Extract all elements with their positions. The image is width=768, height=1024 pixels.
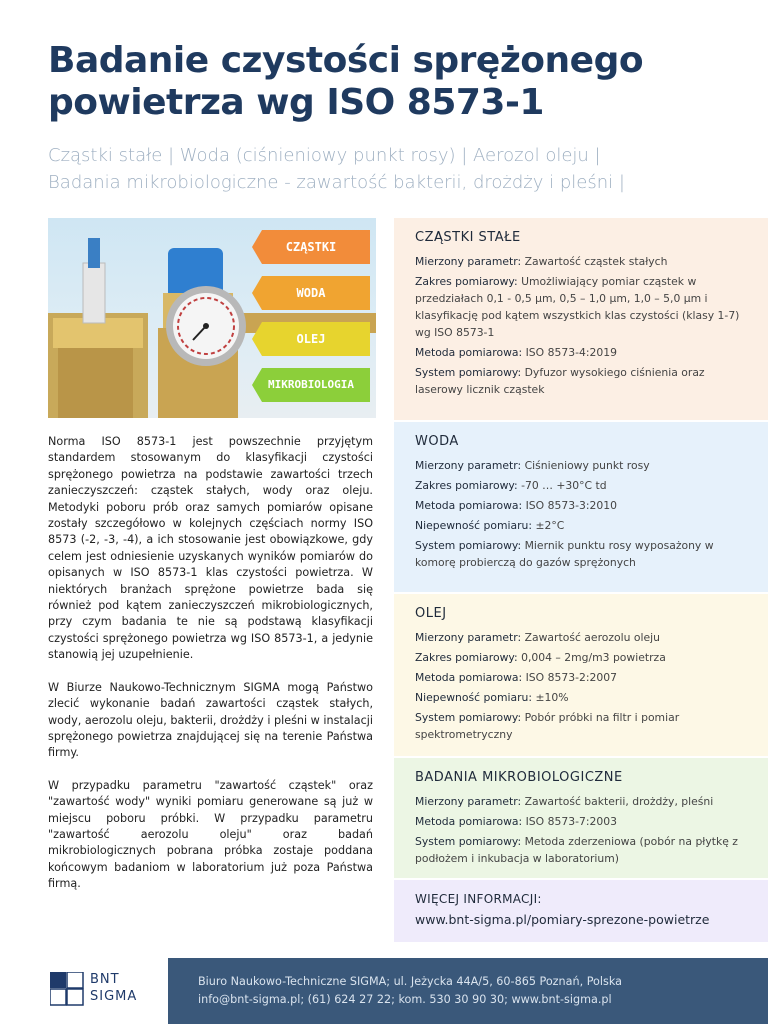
page-subtitle	[48, 142, 748, 196]
footer-address: Biuro Naukowo-Techniczne SIGMA; ul. Jeżycka 44A/5, 60-865 Poznań, Polska	[198, 975, 622, 988]
panel-more-info	[394, 880, 768, 942]
panel-oil	[394, 594, 768, 756]
subtitle-line-2: Badania mikrobiologiczne - zawartość bakterii, drożdży i pleśni |	[48, 172, 625, 193]
logo-squares-icon	[50, 972, 84, 1006]
panel-water	[394, 422, 768, 592]
panel-heading: WODA	[415, 434, 459, 449]
more-info-link[interactable]: www.bnt-sigma.pl/pomiary-sprezone-powietrze	[415, 912, 710, 927]
panel-row: Mierzony parametr: Ciśnieniowy punkt rosy	[415, 459, 650, 472]
panel-microbiology	[394, 758, 768, 878]
panel-row: System pomiarowy: Miernik punktu rosy wyposażony w komorę probierczą do gazów sprężonych	[415, 539, 714, 569]
photo-tag-water: WODA	[252, 276, 370, 310]
intro-paragraph-3: W przypadku parametru "zawartość cząstek" oraz "zawartość wody" wyniki pomiaru generowane są już w miejscu poboru próbki. W przypadku parametru "zawartość aerozolu oleju" oraz badań mikrobiologicznych pobrana próbka zostaje poddana końcowym badaniom w laboratorium już poza Państwa firmą.	[48, 778, 373, 891]
panel-row: System pomiarowy: Metoda zderzeniowa (pobór na płytkę z podłożem i inkubacja w laboratorium)	[415, 835, 738, 865]
panel-row: Zakres pomiarowy: Umożliwiający pomiar cząstek w przedziałach 0,1 - 0,5 µm, 0,5 – 1,0 µm, 1,0 – 5,0 µm i klasyfikację pod kątem wszystkich klas czystości (klasy 1-7) wg ISO 8573-1	[415, 275, 740, 339]
panel-row: Metoda pomiarowa: ISO 8573-4:2019	[415, 346, 617, 359]
panel-row: Niepewność pomiaru: ±2°C	[415, 519, 565, 532]
panel-heading: BADANIA MIKROBIOLOGICZNE	[415, 770, 623, 785]
panel-row: System pomiarowy: Pobór próbki na filtr i pomiar spektrometryczny	[415, 711, 680, 741]
photo-tag-particles: CZĄSTKI	[252, 230, 370, 264]
panel-row: Zakres pomiarowy: -70 … +30°C td	[415, 479, 607, 492]
photo-tag-microbiology: MIKROBIOLOGIA	[252, 368, 370, 402]
panel-heading: CZĄSTKI STAŁE	[415, 230, 521, 245]
panel-row: Mierzony parametr: Zawartość aerozolu oleju	[415, 631, 661, 644]
subtitle-line-1: Cząstki stałe | Woda (ciśnieniowy punkt rosy) | Aerozol oleju |	[48, 145, 601, 166]
footer-contact	[168, 958, 768, 1024]
product-photo	[48, 218, 376, 418]
panel-row: Metoda pomiarowa: ISO 8573-3:2010	[415, 499, 617, 512]
panel-row: Zakres pomiarowy: 0,004 – 2mg/m3 powietrza	[415, 651, 666, 664]
footer-contact-line: info@bnt-sigma.pl; (61) 624 27 22; kom. 530 30 90 30; www.bnt-sigma.pl	[198, 993, 612, 1006]
panel-row: Mierzony parametr: Zawartość cząstek stałych	[415, 255, 668, 268]
intro-paragraph-1: Norma ISO 8573-1 jest powszechnie przyjętym standardem stosowanym do klasyfikacji czystości sprężonego powietrza na podstawie zawartości trzech zanieczyszczeń: cząstek stałych, wody oraz oleju. Metodyki poboru prób oraz samych pomiarów opisane zostały szczegółowo w kolejnych częściach normy ISO 8573 (-2, -3, -4), a ich stosowanie jest obowiązkowe, gdy celem jest odniesienie uzyskanych wyników pomiarów do opisanych w ISO 8573-1 klas czystości powietrza. W niektórych branżach sprężone powietrze bada się również pod kątem zanieczyszczeń mikrobiologicznych, przy czym badania te nie są podstawą klasyfikacji czystości sprężonego powietrza wg ISO 8573-1, a jedynie stanowią jej uzupełnienie.	[48, 435, 373, 662]
panel-row: Metoda pomiarowa: ISO 8573-2:2007	[415, 671, 617, 684]
page-title: Badanie czystości sprężonego powietrza wg ISO 8573-1	[48, 40, 644, 123]
intro-text	[48, 434, 373, 909]
more-info-label: WIĘCEJ INFORMACJI:	[415, 892, 542, 906]
panel-heading: OLEJ	[415, 606, 447, 621]
panel-row: Mierzony parametr: Zawartość bakterii, drożdży, pleśni	[415, 795, 714, 808]
logo-text-sigma: SIGMA	[90, 989, 138, 1004]
panel-row: Niepewność pomiaru: ±10%	[415, 691, 569, 704]
bnt-sigma-logo	[50, 970, 150, 1010]
panel-row: Metoda pomiarowa: ISO 8573-7:2003	[415, 815, 617, 828]
photo-tag-oil: OLEJ	[252, 322, 370, 356]
panel-particles	[394, 218, 768, 420]
intro-paragraph-2: W Biurze Naukowo-Technicznym SIGMA mogą Państwo zlecić wykonanie badań zawartości cząstek stałych, wody, aerozolu oleju, bakterii, drożdży i pleśni w instalacji sprężonego powietrza znajdującej się na terenie Państwa firmy.	[48, 680, 373, 760]
panel-row: System pomiarowy: Dyfuzor wysokiego ciśnienia oraz laserowy licznik cząstek	[415, 366, 705, 396]
logo-text-bnt: BNT	[90, 972, 120, 987]
